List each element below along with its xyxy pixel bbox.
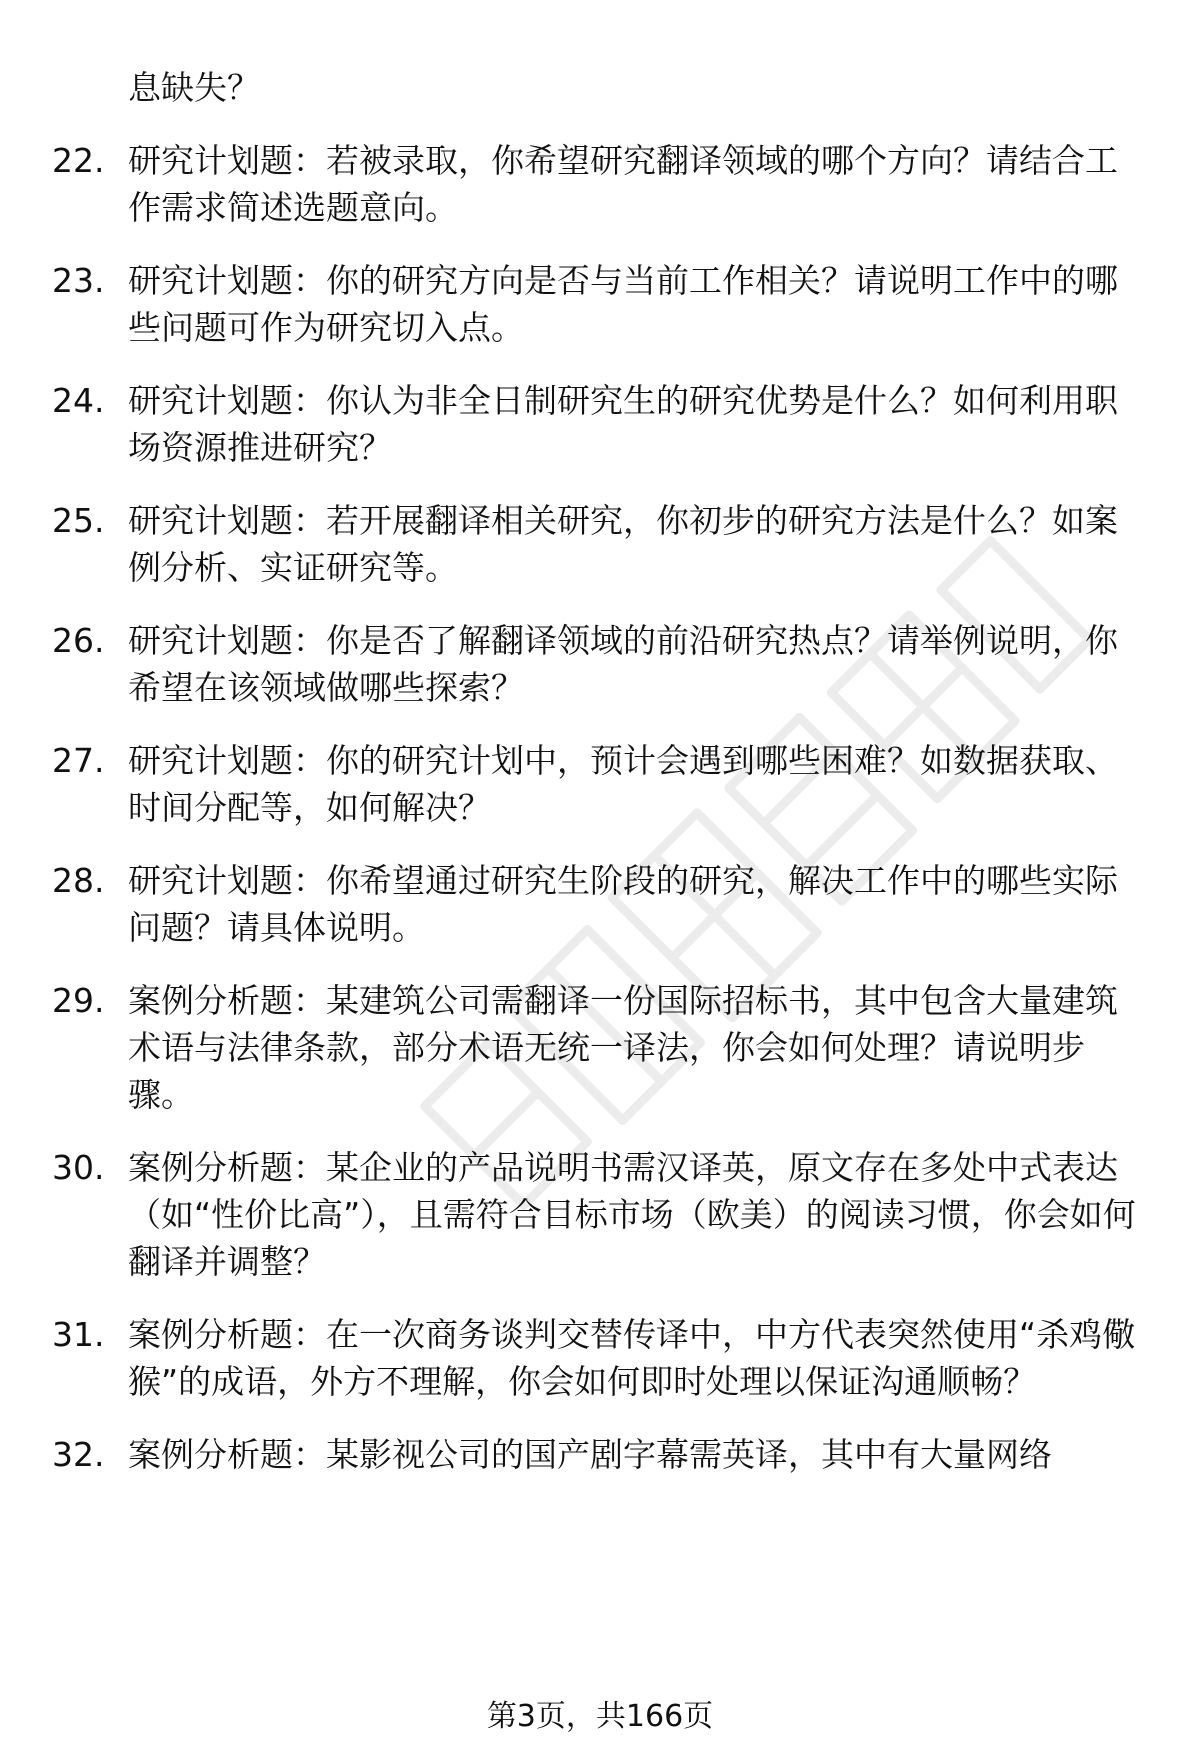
continued-text: 息缺失？ (128, 68, 260, 107)
item-text: 研究计划题：你是否了解翻译领域的前沿研究热点？请举例说明，你希望在该领域做哪些探索？ (128, 621, 1118, 707)
list-item (52, 377, 1142, 471)
list-item (52, 1311, 1142, 1405)
list-item (52, 737, 1142, 831)
item-number: 30. (52, 1148, 105, 1187)
item-text: 案例分析题：在一次商务谈判交替传译中，中方代表突然使用“杀鸡儆猴”的成语，外方不理解，你会如何即时处理以保证沟通顺畅？ (128, 1315, 1136, 1401)
list-item (52, 137, 1142, 231)
question-list (52, 34, 1142, 1504)
item-text: 案例分析题：某企业的产品说明书需汉译英，原文存在多处中式表达（如“性价比高”），且需符合目标市场（欧美）的阅读习惯，你会如何翻译并调整？ (128, 1148, 1136, 1281)
list-item (52, 977, 1142, 1118)
list-item (52, 1144, 1142, 1285)
item-text: 研究计划题：你的研究方向是否与当前工作相关？请说明工作中的哪些问题可作为研究切入点。 (128, 261, 1118, 347)
item-text: 研究计划题：若开展翻译相关研究，你初步的研究方法是什么？如案例分析、实证研究等。 (128, 501, 1118, 587)
item-number: 22. (52, 141, 105, 180)
item-number: 29. (52, 981, 105, 1020)
item-number: 23. (52, 261, 105, 300)
item-number: 27. (52, 741, 105, 780)
item-number: 25. (52, 501, 105, 540)
list-item (52, 497, 1142, 591)
item-text: 研究计划题：你认为非全日制研究生的研究优势是什么？如何利用职场资源推进研究？ (128, 381, 1118, 467)
item-number: 32. (52, 1435, 105, 1474)
item-number: 26. (52, 621, 105, 660)
list-item (52, 857, 1142, 951)
item-text: 案例分析题：某影视公司的国产剧字幕需英译，其中有大量网络 (128, 1435, 1052, 1474)
item-number: 28. (52, 861, 105, 900)
page-footer: 第3页，共166页 (486, 1699, 714, 1734)
item-text: 案例分析题：某建筑公司需翻译一份国际招标书，其中包含大量建筑术语与法律条款，部分术语无统一译法，你会如何处理？请说明步骤。 (128, 981, 1118, 1114)
list-item (52, 257, 1142, 351)
item-number: 31. (52, 1315, 105, 1354)
item-text: 研究计划题：若被录取，你希望研究翻译领域的哪个方向？请结合工作需求简述选题意向。 (128, 141, 1118, 227)
item-text: 研究计划题：你的研究计划中，预计会遇到哪些困难？如数据获取、时间分配等，如何解决？ (128, 741, 1118, 827)
item-number: 24. (52, 381, 105, 420)
list-item (52, 617, 1142, 711)
item-text: 研究计划题：你希望通过研究生阶段的研究，解决工作中的哪些实际问题？请具体说明。 (128, 861, 1118, 947)
list-item (52, 1431, 1142, 1478)
